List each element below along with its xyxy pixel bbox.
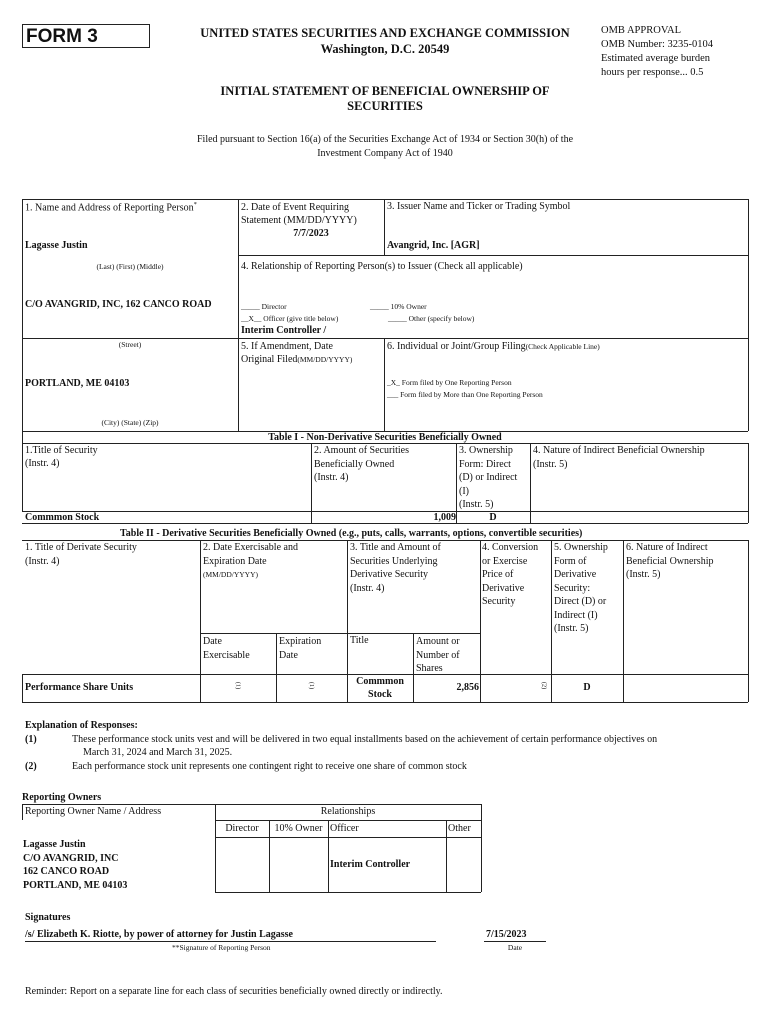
grid-row1-line <box>238 255 748 256</box>
checkbox-officer[interactable]: __X__ Officer (give title below) <box>241 314 339 323</box>
owners-col-name: Reporting Owner Name / Address <box>25 806 162 817</box>
form-label: FORM 3 <box>26 26 98 47</box>
table2-col1-line1: 1. Title of Derivate Security <box>25 542 137 553</box>
omb-burden-1: Estimated average burden <box>601 53 711 64</box>
owners-col-other: Other <box>448 823 471 834</box>
section1-label <box>25 201 197 213</box>
table2-col5-line2: Form of <box>554 555 587 567</box>
owners-col-other-line <box>446 820 447 892</box>
section2 <box>241 201 357 227</box>
signature-date-caption: Date <box>507 943 523 952</box>
table1-col2-line1: 2. Amount of Securities <box>314 445 409 456</box>
table2-row-bottom <box>22 702 748 703</box>
section5-label-1: 5. If Amendment, Date <box>241 341 333 352</box>
table2-row-title: Performance Share Units <box>25 682 134 693</box>
table2-right-line <box>748 540 749 702</box>
signature-line <box>25 941 436 942</box>
table1-col2-line3: (Instr. 4) <box>314 472 349 483</box>
owner-address <box>23 838 127 892</box>
street-caption: (Street) <box>118 340 142 349</box>
table2-col5-line4: Security: <box>554 582 591 594</box>
form-label-box <box>22 24 150 48</box>
omb-title: OMB APPROVAL <box>601 25 682 36</box>
grid-row2-line <box>22 338 748 339</box>
explanation-text-2a: Each performance stock unit represents one contingent right to receive one share of common stock <box>72 761 467 772</box>
signature-name: /s/ Elizabeth K. Riotte, by power of attorney for Justin Lagasse <box>25 929 293 940</box>
table2-col5-line6: Indirect (I) <box>554 609 598 621</box>
omb-burden-2: hours per response... 0.5 <box>601 67 704 78</box>
owners-col-officer: Officer <box>330 823 359 834</box>
explanation-text-1a: These performance stock units vest and will be delivered in two equal installments based on the achievement of certain performance objectives on <box>72 734 658 745</box>
table2-col1-line2: (Instr. 4) <box>25 555 60 567</box>
table2-row-fn-exercisable: (1) <box>234 681 242 690</box>
sub-exp-line2: Date <box>279 649 298 661</box>
table2-col4-line3: Price of <box>482 569 514 580</box>
table1-col3-line5: (Instr. 5) <box>459 499 494 510</box>
table1-col4-line1: 4. Nature of Indirect Beneficial Ownership <box>533 445 705 456</box>
table1-col3-line2: Form: Direct <box>459 458 511 470</box>
table1-title: Table I - Non-Derivative Securities Beneficially Owned <box>268 432 502 443</box>
table1-col1-label: 1.Title of Security <box>25 445 98 456</box>
section6-label-small: (Check Applicable Line) <box>525 342 600 351</box>
signatures-heading: Signatures <box>25 912 71 923</box>
reporting-person-street: C/O AVANGRID, INC, 162 CANCO ROAD <box>25 299 212 310</box>
table2-col2-line1: 2. Date Exercisable and <box>203 542 298 553</box>
section5-label-2-small: (MM/DD/YYYY) <box>297 355 353 364</box>
checkbox-ten-pct-owner[interactable]: _____ 10% Owner <box>370 302 427 311</box>
signature-date: 7/15/2023 <box>486 929 527 940</box>
grid-right-line <box>748 199 749 431</box>
grid-left-line <box>22 199 23 512</box>
table2-sub-date-exercisable <box>203 635 250 662</box>
reporting-person-city: PORTLAND, ME 04103 <box>25 378 130 389</box>
filed-pursuant-2: Investment Company Act of 1940 <box>317 148 453 159</box>
table2-title-text: Table II - Derivative Securities Beneficially Owned (e.g., puts, calls, warrants, options, convertible securities) <box>120 528 583 539</box>
table1-col4-header <box>533 444 705 471</box>
table2-col2-line <box>200 540 201 702</box>
table2-col2-line2: Expiration Date <box>203 555 267 567</box>
section5 <box>241 340 352 366</box>
table2-row-form: D <box>583 682 591 693</box>
table2-col4-line4: Derivative <box>482 582 525 594</box>
table2-col4-line5: Security <box>482 596 516 607</box>
omb-number: OMB Number: 3235-0104 <box>601 39 713 50</box>
name-caption: (Last) (First) (Middle) <box>96 262 164 271</box>
page-title-2: SECURITIES <box>347 99 423 113</box>
page-title-1: INITIAL STATEMENT OF BENEFICIAL OWNERSHIP OF <box>220 84 550 98</box>
owner-addr-line3: 162 CANCO ROAD <box>23 866 110 877</box>
table1-col1-instr: (Instr. 4) <box>25 458 60 469</box>
owners-bottom-line <box>215 892 481 893</box>
table2-col6-header <box>626 541 713 582</box>
table1-col1-header <box>25 444 98 470</box>
explanation-num-1: (1) <box>25 734 37 745</box>
table2-col3-header <box>350 541 441 595</box>
signature-caption: **Signature of Reporting Person <box>172 943 271 952</box>
omb-approval <box>601 24 713 80</box>
sub-amount-line1: Amount or <box>416 636 460 647</box>
agency-line1: UNITED STATES SECURITIES AND EXCHANGE COMMISSION <box>200 26 570 40</box>
sub-date-ex-line1: Date <box>203 636 222 647</box>
owners-heading: Reporting Owners <box>22 792 102 803</box>
section2-label-2: Statement (MM/DD/YYYY) <box>241 215 357 226</box>
owner-addr-line1: Lagasse Justin <box>23 839 86 850</box>
explanation-num-2: (2) <box>25 761 37 772</box>
sub-amount-line2: Number of <box>416 649 460 661</box>
grid-col2-line <box>384 199 385 255</box>
table1-row-bottom <box>22 523 748 524</box>
table2-sub-title: Title <box>350 635 369 646</box>
owner-officer-value: Interim Controller <box>330 859 411 870</box>
table2-row-fn-price: (2) <box>540 681 548 690</box>
section6-label: 6. Individual or Joint/Group Filing <box>387 341 526 352</box>
section4-label: 4. Relationship of Reporting Person(s) to Issuer (Check all applicable) <box>241 261 523 272</box>
checkbox-director[interactable]: _____ Director <box>241 302 287 311</box>
section3-label: 3. Issuer Name and Ticker or Trading Symbol <box>387 201 571 212</box>
table2-col3-line4: (Instr. 4) <box>350 582 385 594</box>
underlying-line2: Stock <box>368 689 392 700</box>
checkbox-other[interactable]: _____ Other (specify below) <box>388 314 475 323</box>
table2-col5-line1: 5. Ownership <box>554 542 608 553</box>
grid-col3-line <box>384 338 385 431</box>
table1-col3-header <box>459 444 517 512</box>
table1-col4-line2: (Instr. 5) <box>533 458 568 470</box>
section2-label-1: 2. Date of Event Requiring <box>241 202 350 213</box>
sub-exp-line1: Expiration <box>279 636 322 647</box>
table2-col1-header <box>25 541 137 568</box>
table1-col2-line2: Beneficially Owned <box>314 458 395 470</box>
sub-date-ex-line2: Exercisable <box>203 649 250 661</box>
owner-addr-line4: PORTLAND, ME 04103 <box>23 879 128 891</box>
owners-sub-line <box>215 820 481 821</box>
owners-top-line <box>22 804 481 805</box>
owners-right-line <box>481 804 482 892</box>
section5-label-2: Original Filed <box>241 354 298 365</box>
table2-col4-line <box>480 540 481 702</box>
table2-col2-header <box>203 541 298 582</box>
table2-col3-line3: Derivative Security <box>350 569 429 580</box>
owners-col-ten-pct: 10% Owner <box>274 823 323 834</box>
city-caption: (City) (State) (Zip) <box>101 418 159 427</box>
owners-col-director: Director <box>225 823 259 834</box>
table2-title <box>120 528 582 539</box>
underlying-line1: Commmon <box>356 676 404 687</box>
table1-col3-line3: (D) or Indirect <box>459 472 518 483</box>
table2-col5-line3: Derivative <box>554 569 597 580</box>
table2-col4-line2: or Exercise <box>482 555 528 567</box>
owners-col-relationships: Relationships <box>320 806 376 817</box>
table2-col5-line7: (Instr. 5) <box>554 623 589 634</box>
event-date: 7/7/2023 <box>293 228 329 239</box>
signature-date-line <box>484 941 546 942</box>
owners-col-officer-line <box>328 820 329 892</box>
table2-col5-line <box>551 540 552 702</box>
table2-col5-line5: Direct (D) or <box>554 596 607 607</box>
grid-top-line <box>22 199 748 200</box>
table2-sub-col-exp <box>276 633 277 702</box>
owners-left-line <box>22 804 23 820</box>
sub-amount-line3: Shares <box>416 663 443 674</box>
issuer-name: Avangrid, Inc. [AGR] <box>387 240 480 251</box>
table2-col6-line1: 6. Nature of Indirect <box>626 542 708 553</box>
explanation-heading: Explanation of Responses: <box>25 720 138 731</box>
agency-line2: Washington, D.C. 20549 <box>320 42 450 56</box>
table1-row-amount: 1,009 <box>433 512 456 523</box>
owners-col-rel-line <box>215 804 216 892</box>
table2-col3-line2: Securities Underlying <box>350 555 438 567</box>
owners-head-bottom <box>215 837 481 838</box>
filed-pursuant-1: Filed pursuant to Section 16(a) of the Securities Exchange Act of 1934 or Section 30(h) of the <box>196 134 574 145</box>
table2-row-fn-expiration: (1) <box>308 681 315 690</box>
table2-col5-header <box>554 541 608 636</box>
table1-col3-line4: (I) <box>459 485 469 497</box>
section6 <box>387 341 600 352</box>
table1-col3-line1: 3. Ownership <box>459 445 513 456</box>
table2-row-amount: 2,856 <box>456 682 479 693</box>
table2-col6-line2: Beneficial Ownership <box>626 555 714 567</box>
table2-col3-line1: 3. Title and Amount of <box>350 542 441 553</box>
table2-col6-line3: (Instr. 5) <box>626 569 661 580</box>
section1-footnote-mark: * <box>193 201 197 208</box>
table2-col4-header <box>482 541 538 609</box>
table2-sub-top <box>200 633 480 634</box>
reporting-person-name: Lagasse Justin <box>25 240 88 251</box>
officer-title: Interim Controller / <box>241 325 327 336</box>
table1-right-line <box>748 443 749 523</box>
reminder-text: Reminder: Report on a separate line for each class of securities beneficially owned directly or indirectly. <box>25 986 443 997</box>
table2-sub-amount <box>416 635 460 676</box>
table1-row-form: D <box>489 512 497 523</box>
explanation-text-1b: March 31, 2024 and March 31, 2025. <box>83 747 233 758</box>
table2-left-line <box>22 674 23 702</box>
filing-option-more[interactable]: ___ Form filed by More than One Reporting Person <box>387 390 543 399</box>
table2-col6-line <box>623 540 624 702</box>
table1-row-title: Commmon Stock <box>25 512 100 523</box>
table2-col2-small: (MM/DD/YYYY) <box>203 570 258 579</box>
table2-row-underlying <box>347 675 413 701</box>
section1-label-text: 1. Name and Address of Reporting Person <box>25 202 194 214</box>
owner-addr-line2: C/O AVANGRID, INC <box>23 852 119 864</box>
table2-col4-line1: 4. Conversion <box>482 542 539 553</box>
filing-option-one[interactable]: _X_ Form filed by One Reporting Person <box>387 378 512 387</box>
table1-col2-header <box>314 444 409 485</box>
